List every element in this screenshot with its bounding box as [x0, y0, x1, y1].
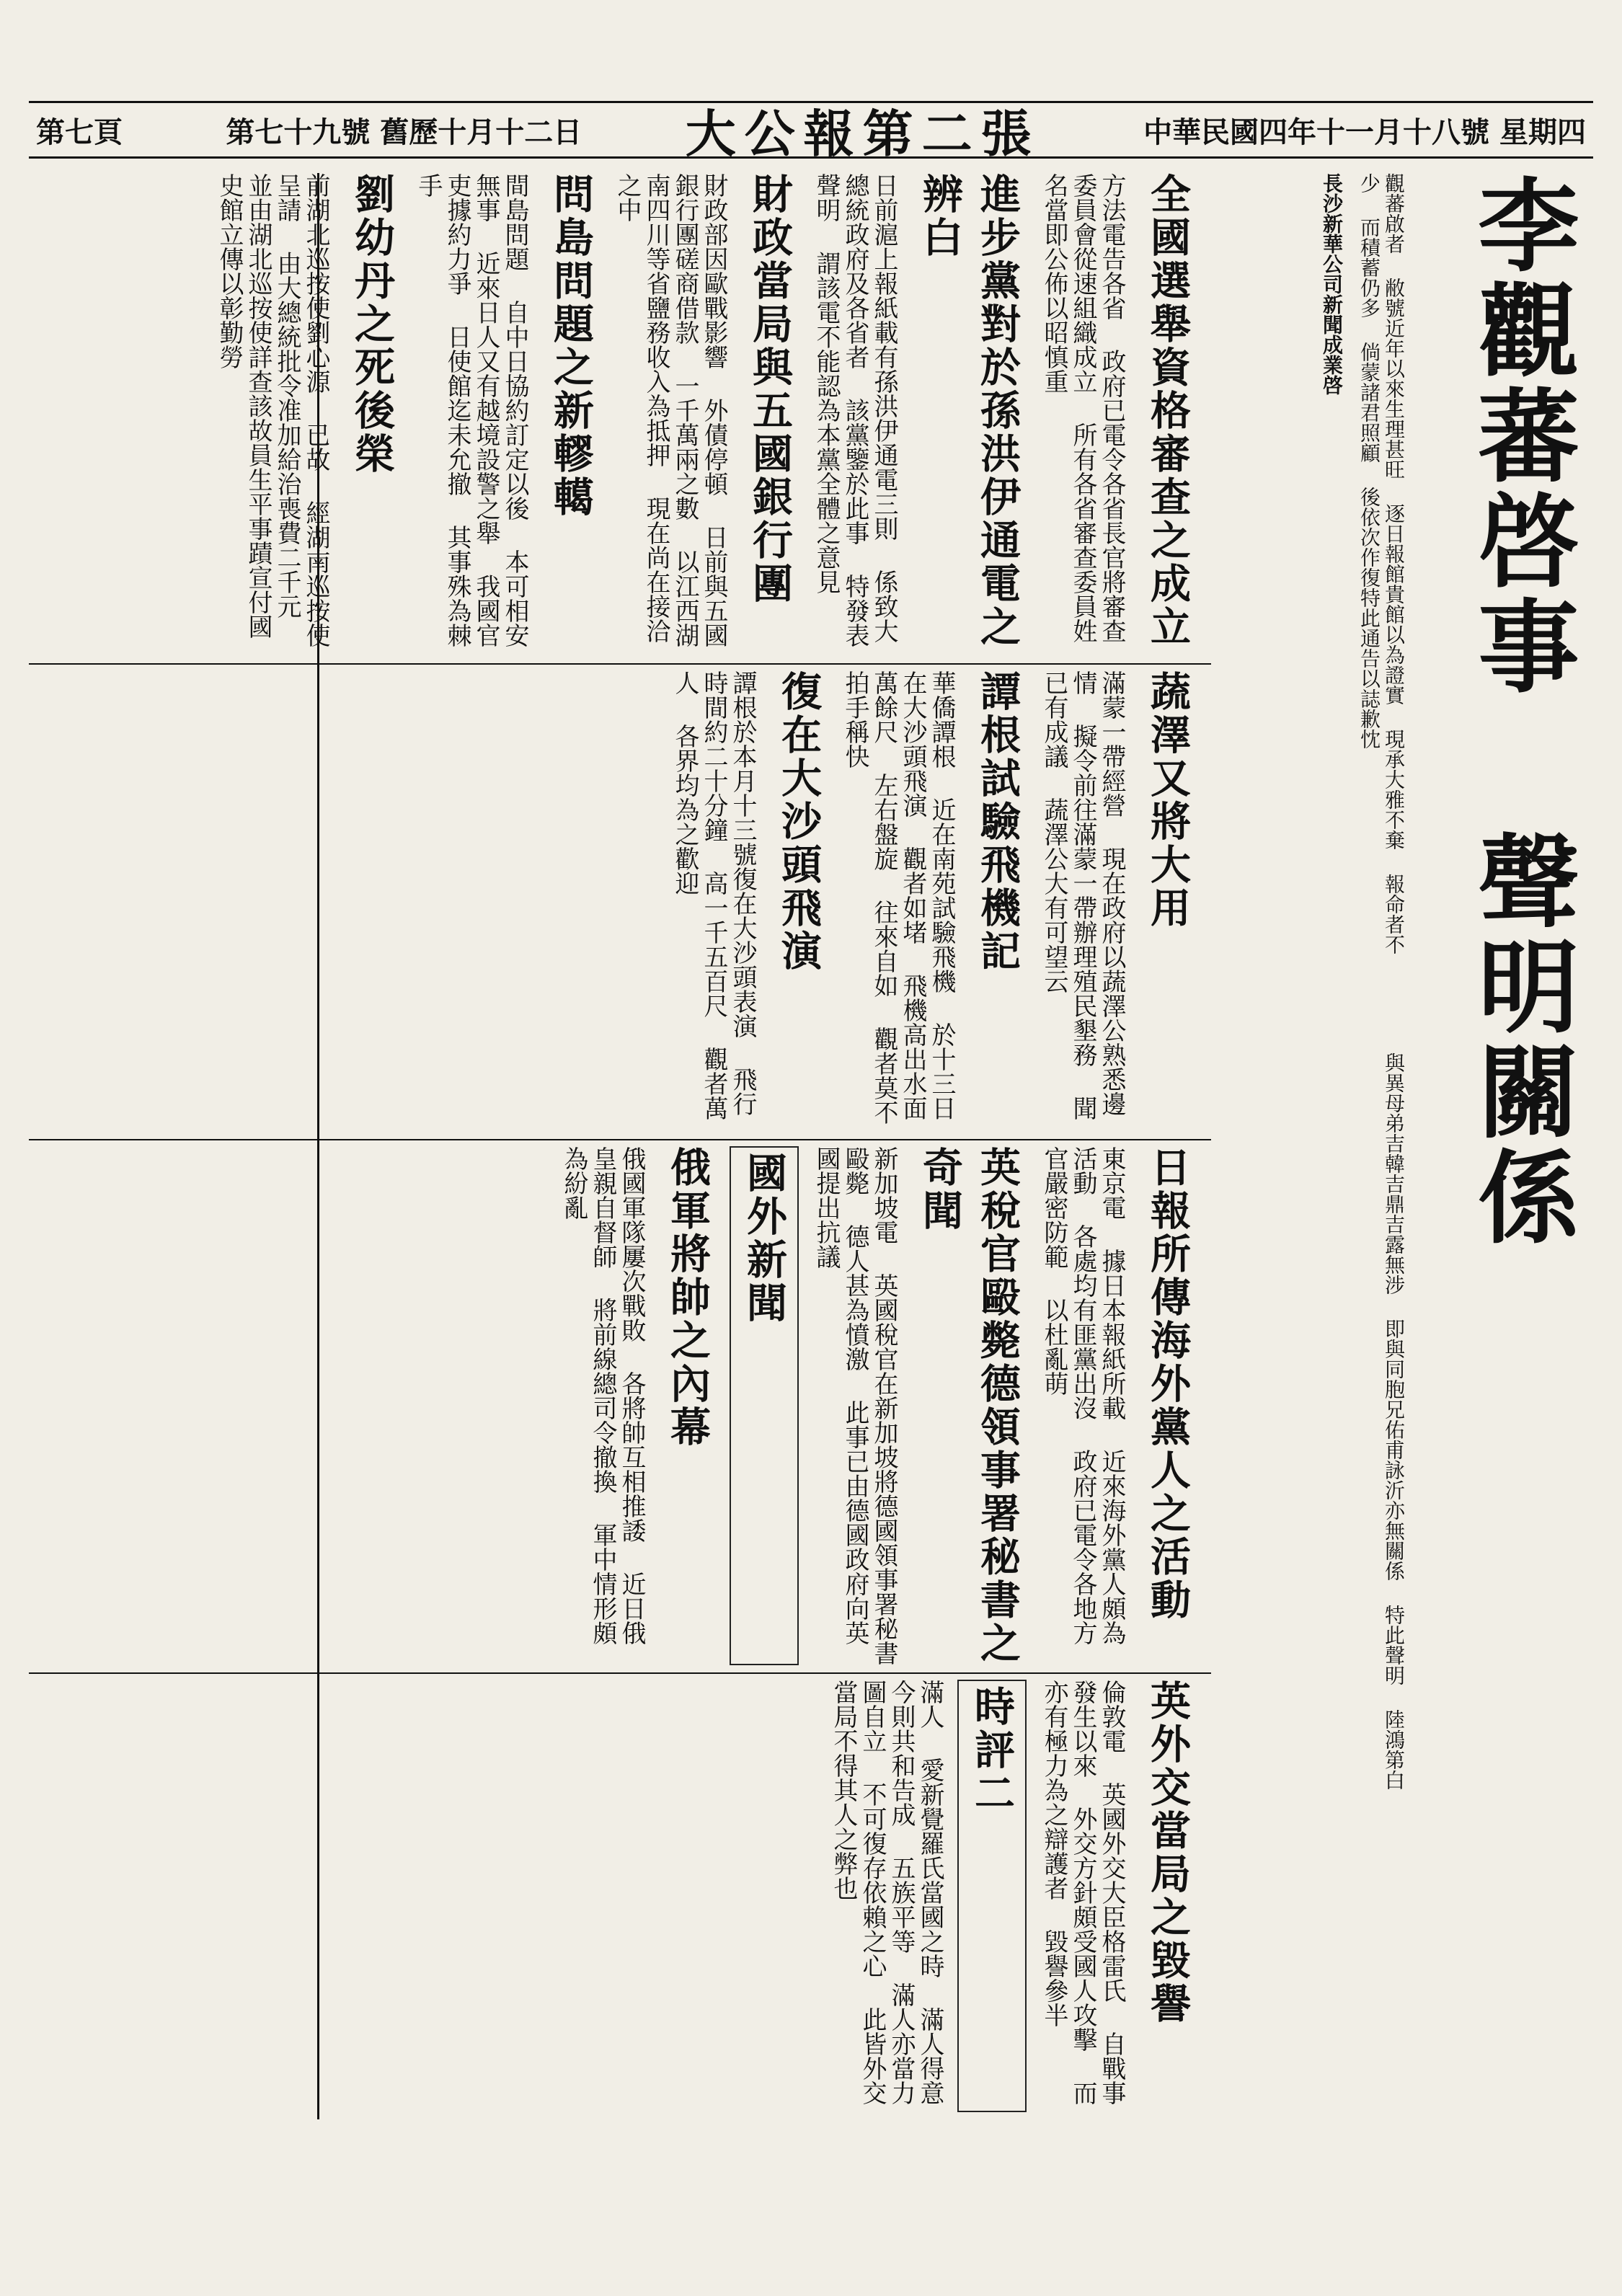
- headline: 財政當局與五國銀行團: [746, 173, 794, 606]
- ad-text-2: 與異母弟吉韓吉鼎吉露無涉 即與同胞兄佑甫詠沂亦無關係 特此聲明 陸鴻第白: [1382, 1052, 1406, 1790]
- ad-title-2: 聲明關係: [1461, 829, 1579, 1250]
- article-body: 財政部因歐戰影響 外債停頓 日前與五國銀行團磋商借款 一千萬兩之數 以江西湖南四川等省鹽務收入為抵押 現在尚在接洽之中: [613, 173, 728, 647]
- ad-text-col-2: [1312, 1052, 1406, 1946]
- row-3: [29, 1146, 1197, 1665]
- ad-title-li: 李觀蕃啓事: [1461, 173, 1579, 699]
- headline: 進步黨對於孫洪伊通電之辨白: [916, 173, 1021, 649]
- article-body: 方法電告各省 政府已電令各省長官將審查委員會從速組織成立 所有各省審查委員姓名當即公佈以昭慎重: [1040, 173, 1126, 643]
- article-body: 滿蒙一帶經營 現在政府以蔬澤公熟悉邊情 擬令前往滿蒙一帶辦理殖民墾務 聞已有成議 蔬澤公大有可望云: [1040, 670, 1126, 1120]
- article-body: 前湖北巡按使劉心源 已故 經湖南巡按使呈請 由大總統批令准加給治喪費二千元 並由湖北巡按使詳查該故員生平事蹟宣付國史館立傳以彰勤勞: [215, 173, 330, 647]
- masthead-issue: 第七十九號 舊歷十月十二日: [226, 115, 582, 149]
- headline: 日報所傳海外黨人之活動: [1144, 1146, 1192, 1622]
- article-body: 東京電 據日本報紙所載 近來海外黨人頗為活動 各處均有匪黨出沒 政府已電令各地方官嚴密防範 以杜亂萌: [1040, 1146, 1126, 1645]
- headline: 英稅官毆斃德領事署秘書之奇聞: [916, 1146, 1021, 1665]
- article-body: 倫敦電 英國外交大臣格雷氏 自戰事發生以來 外交方針頗受國人攻擊 而亦有極力為之辯護者 毀譽參半: [1040, 1680, 1126, 2105]
- article-body: 間島問題 自中日協約訂定以後 本可相安無事 近來日人又有越境設警之舉 我國官吏據約力爭 日使館迄未允撤 其事殊為棘手: [414, 173, 529, 647]
- article-body: 新加坡電 英國稅官在新加坡將德國領事署秘書毆斃 德人甚為憤激 此事已由德國政府向英國提出抗議: [812, 1146, 898, 1665]
- row-4: [29, 1680, 1197, 2112]
- headline: 劉幼丹之死後榮: [348, 173, 396, 476]
- article-body: 日前滬上報紙載有孫洪伊通電三則 係致大總統政府及各省者 該黨鑒於此事 特發表聲明 謂該電不能認為本黨全體之意見: [812, 173, 898, 647]
- commentary-body: 滿人 愛新覺羅氏當國之時 滿人得意 今則共和告成 五族平等 滿人亦當力圖自立 不可復存依賴之心 此皆外交當局不得其人之弊也: [829, 1680, 944, 2105]
- headline: 譚根試驗飛機記: [974, 670, 1021, 973]
- divider: [29, 1139, 1211, 1140]
- headline: 復在大沙頭飛演: [775, 670, 823, 973]
- masthead: [29, 101, 1593, 164]
- row-2: [29, 670, 1197, 1132]
- row-1: [29, 173, 1197, 656]
- headline: 英外交當局之毀譽: [1144, 1680, 1192, 2026]
- section-header-foreign-news: 國外新聞: [730, 1146, 799, 1665]
- ad-column-2: [1420, 829, 1593, 1946]
- headline: 全國選舉資格審查之成立: [1144, 173, 1192, 649]
- commentary-header: 時評二: [957, 1680, 1027, 2112]
- headline: 俄軍將帥之內幕: [664, 1146, 712, 1449]
- divider: [29, 663, 1211, 665]
- ad-text-1: 觀蕃啟者 敝號近年以來生理甚旺 逐日報館貴館以為證實 現承大雅不棄 報命者不少 而積蓄仍多 倘蒙諸君照顧 後依次作復特此通告以誌歉忱: [1357, 173, 1406, 954]
- masthead-paper-name: 大公報第二張: [685, 103, 1040, 164]
- article-body: 俄國軍隊屢次戰敗 各將帥互相推諉 近日俄皇親自督師 將前線總司令撤換 軍中情形頗為紛亂: [559, 1146, 646, 1645]
- headline: 蔬澤又將大用: [1144, 670, 1192, 930]
- masthead-page: 第七頁: [36, 115, 123, 149]
- article-body: 華僑譚根 近在南苑試驗飛機 於十三日在大沙頭飛演 觀者如堵 飛機高出水面萬餘尺 左右盤旋 往來自如 觀者莫不拍手稱快: [841, 670, 956, 1125]
- divider: [29, 1672, 1211, 1674]
- article-body: 譚根於本月十三號復在大沙頭表演 飛行時間約二十分鐘 高一千五百尺 觀者萬人 各界均為之歡迎: [670, 670, 757, 1120]
- masthead-date: 中華民國四年十一月十八號 星期四: [1143, 115, 1586, 149]
- notice: 長沙新華公司新聞成業啓: [1320, 173, 1344, 395]
- ad-text-col-1: [1312, 173, 1406, 966]
- headline: 問島問題之新轇轕: [547, 173, 595, 519]
